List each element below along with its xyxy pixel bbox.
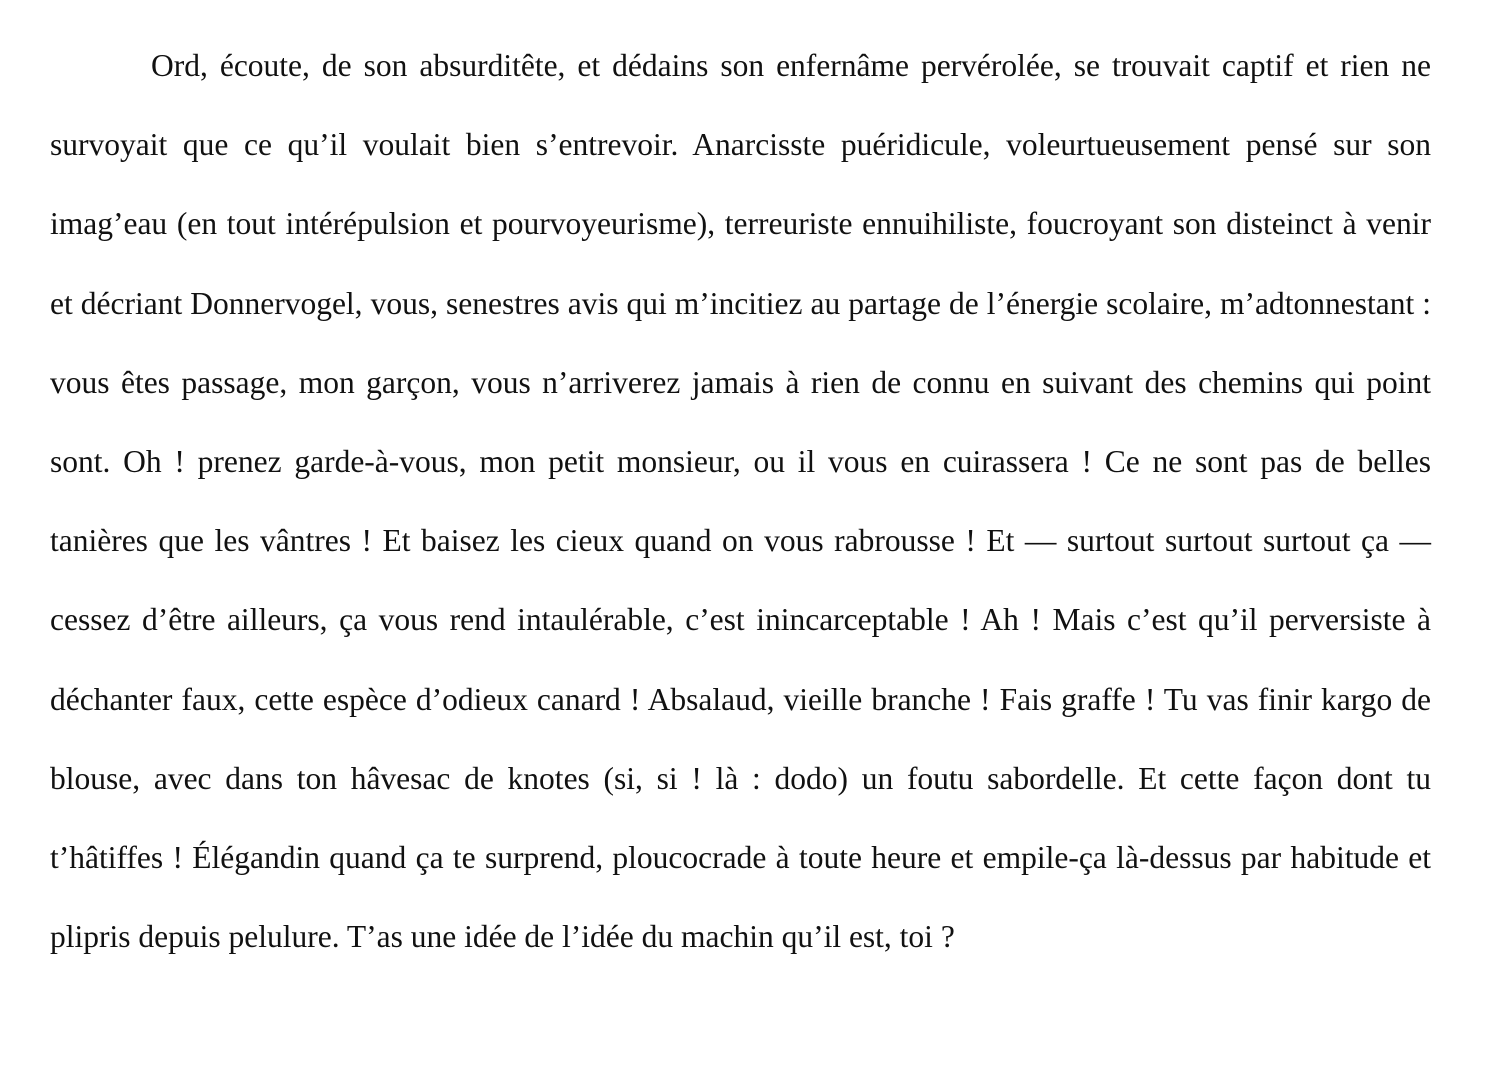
body-paragraph: Ord, écoute, de son absurditête, et dédains son enfernâme pervérolée, se trouvait captif et rien ne survoyait que ce qu’il voulait bien s’entrevoir. Anarcisste puéridicule, voleurtueusement pensé sur son imag’eau (en tout intérépulsion et pourvoyeurisme), terreuriste ennuihiliste, foucroyant son disteinct à venir et décriant Donnervogel, vous, senestres avis qui m’incitiez au partage de l’énergie scolaire, m’adtonnestant : vous êtes passage, mon garçon, vous n’arriverez jamais à rien de connu en suivant des chemins qui point sont. Oh ! prenez garde-à-vous, mon petit monsieur, ou il vous en cuirassera ! Ce ne sont pas de belles tanières que les vântres ! Et baisez les cieux quand on vous rabrousse ! Et — surtout surtout surtout ça — cessez d’être ailleurs, ça vous rend intaulérable, c’est inincarceptable ! Ah ! Mais c’est qu’il perversiste à déchanter faux, cette espèce d’odieux canard ! Absalaud, vieille branche ! Fais graffe ! Tu vas finir kargo de blouse, avec dans ton hâvesac de knotes (si, si ! là : dodo) un foutu sabordelle. Et cette façon dont tu t’hâtiffes ! Élégandin quand ça te surprend, ploucocrade à toute heure et empile-ça là-dessus par habitude et plipris depuis pelulure. T’as une idée de l’idée du machin qu’il est, toi ? — [50, 48, 1431, 955]
